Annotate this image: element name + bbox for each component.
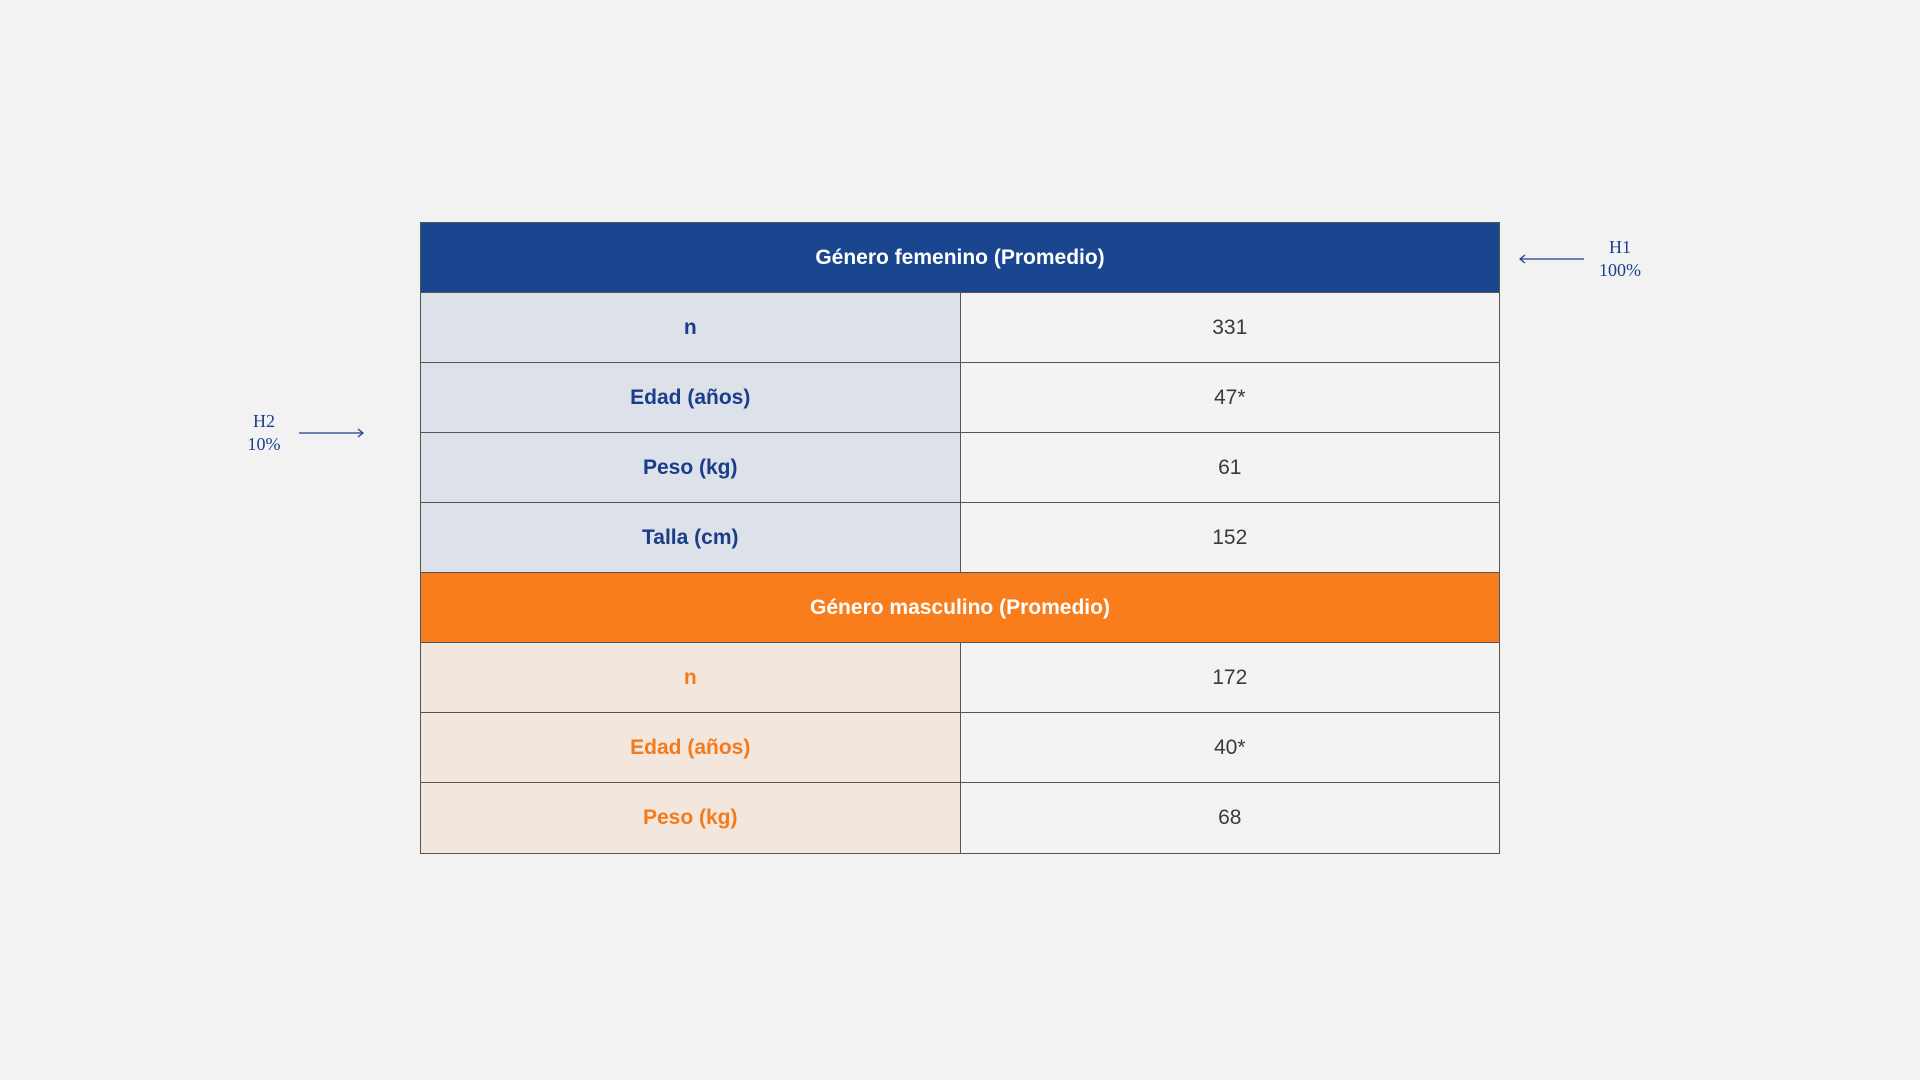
row-value: 152 [961, 503, 1500, 572]
table-row [421, 293, 1499, 363]
row-label: Peso (kg) [421, 783, 961, 853]
male-section-title: Género masculino (Promedio) [810, 595, 1110, 619]
table-row [421, 433, 1499, 503]
table-row [421, 713, 1499, 783]
row-value: 47* [961, 363, 1500, 432]
h1-annotation [1592, 236, 1648, 282]
table-row [421, 503, 1499, 573]
row-value: 61 [961, 433, 1500, 502]
h2-percent: 10% [247, 434, 281, 454]
h1-tag: H1 [1609, 237, 1631, 257]
table-row [421, 643, 1499, 713]
row-label: Peso (kg) [421, 433, 961, 502]
h2-annotation [238, 410, 290, 456]
female-section-header [421, 223, 1499, 293]
row-label: Edad (años) [421, 363, 961, 432]
male-section-header [421, 573, 1499, 643]
row-value: 331 [961, 293, 1500, 362]
table-row [421, 783, 1499, 853]
arrow-left-icon [1518, 252, 1586, 266]
row-label: n [421, 293, 961, 362]
row-label: Talla (cm) [421, 503, 961, 572]
table-row [421, 363, 1499, 433]
h1-percent: 100% [1599, 260, 1641, 280]
row-value: 68 [961, 783, 1500, 853]
data-table [420, 222, 1500, 854]
row-value: 40* [961, 713, 1500, 782]
arrow-right-icon [297, 426, 365, 440]
row-label: Edad (años) [421, 713, 961, 782]
row-label: n [421, 643, 961, 712]
h2-tag: H2 [253, 411, 275, 431]
row-value: 172 [961, 643, 1500, 712]
female-section-title: Género femenino (Promedio) [815, 245, 1105, 269]
